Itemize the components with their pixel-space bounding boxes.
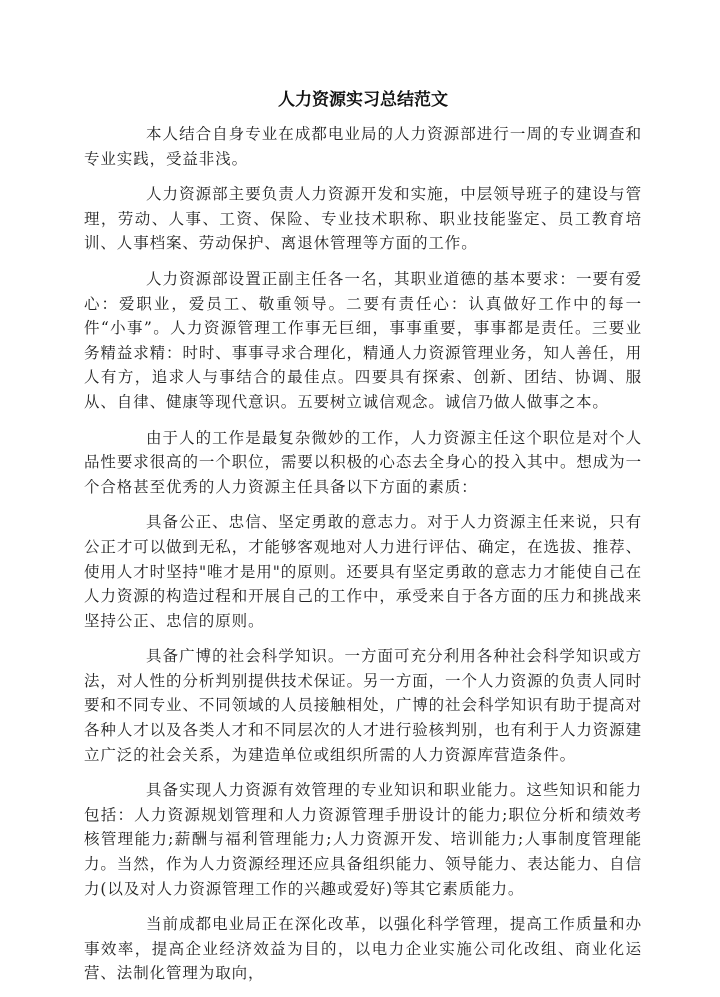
- paragraph-hr-responsibilities: 人力资源部主要负责人力资源开发和实施，中层领导班子的建设与管理，劳动、人事、工资、保险、专业技术职称、职业技能鉴定、员工教育培训、人事档案、劳动保护、离退休管理等方面的工作。: [84, 185, 642, 253]
- paragraph-fairness-willpower: 具备公正、忠信、坚定勇敢的意志力。对于人力资源主任来说，只有公正才可以做到无私，才能够客观地对人力进行评估、确定，在选拔、推荐、使用人才时坚持"唯才是用"的原则。还要具有坚定勇敢的意志力才能使自己在人力资源的构造过程和开展自己的工作中，承受来自于各方面的压力和挑战来坚持公正、忠信的原则。: [84, 513, 642, 630]
- paragraph-intro: 本人结合自身专业在成都电业局的人力资源部进行一周的专业调查和专业实践，受益非浅。: [84, 125, 642, 168]
- document-page: [84, 88, 642, 997]
- paragraph-social-science-knowledge: 具备广博的社会科学知识。一方面可充分利用各种社会科学知识或方法，对人性的分析判别提供技术保证。另一方面，一个人力资源的负责人同时要和不同专业、不同领域的人员接触相处，广博的社会科学知识有助于提高对各种人才以及各类人才和不同层次的人才进行验核判别，也有利于人力资源建立广泛的社会关系，为建造单位或组织所需的人力资源库营造条件。: [84, 647, 642, 764]
- paragraph-professional-abilities: 具备实现人力资源有效管理的专业知识和职业能力。这些知识和能力包括：人力资源规划管理和人力资源管理手册设计的能力;职位分析和绩效考核管理能力;薪酬与福利管理能力;人力资源开发、培训能力;人事制度管理能力。当然，作为人力资源经理还应具备组织能力、领导能力、表达能力、自信力(以及对人力资源管理工作的兴趣或爱好)等其它素质能力。: [84, 781, 642, 898]
- paragraph-professional-ethics: 人力资源部设置正副主任各一名，其职业道德的基本要求：一要有爱心：爱职业，爱员工、敬重领导。二要有责任心：认真做好工作中的每一件“小事”。人力资源管理工作事无巨细，事事重要，事事都是责任。三要业务精益求精：时时、事事寻求合理化，精通人力资源管理业务，知人善任，用人有方，追求人与事结合的最佳点。四要具有探索、创新、团结、协调、服从、自律、健康等现代意识。五要树立诚信观念。诚信乃做人做事之本。: [84, 269, 642, 411]
- paragraph-qualities-intro: 由于人的工作是最复杂微妙的工作，人力资源主任这个职位是对个人品性要求很高的一个职位，需要以积极的心态去全身心的投入其中。想成为一个合格甚至优秀的人力资源主任具备以下方面的素质：: [84, 428, 642, 496]
- paragraph-current-reform: 当前成都电业局正在深化改革，以强化科学管理，提高工作质量和办事效率，提高企业经济效益为目的，以电力企业实施公司化改组、商业化运营、法制化管理为取向，: [84, 915, 642, 983]
- document-title: 人力资源实习总结范文: [278, 90, 448, 110]
